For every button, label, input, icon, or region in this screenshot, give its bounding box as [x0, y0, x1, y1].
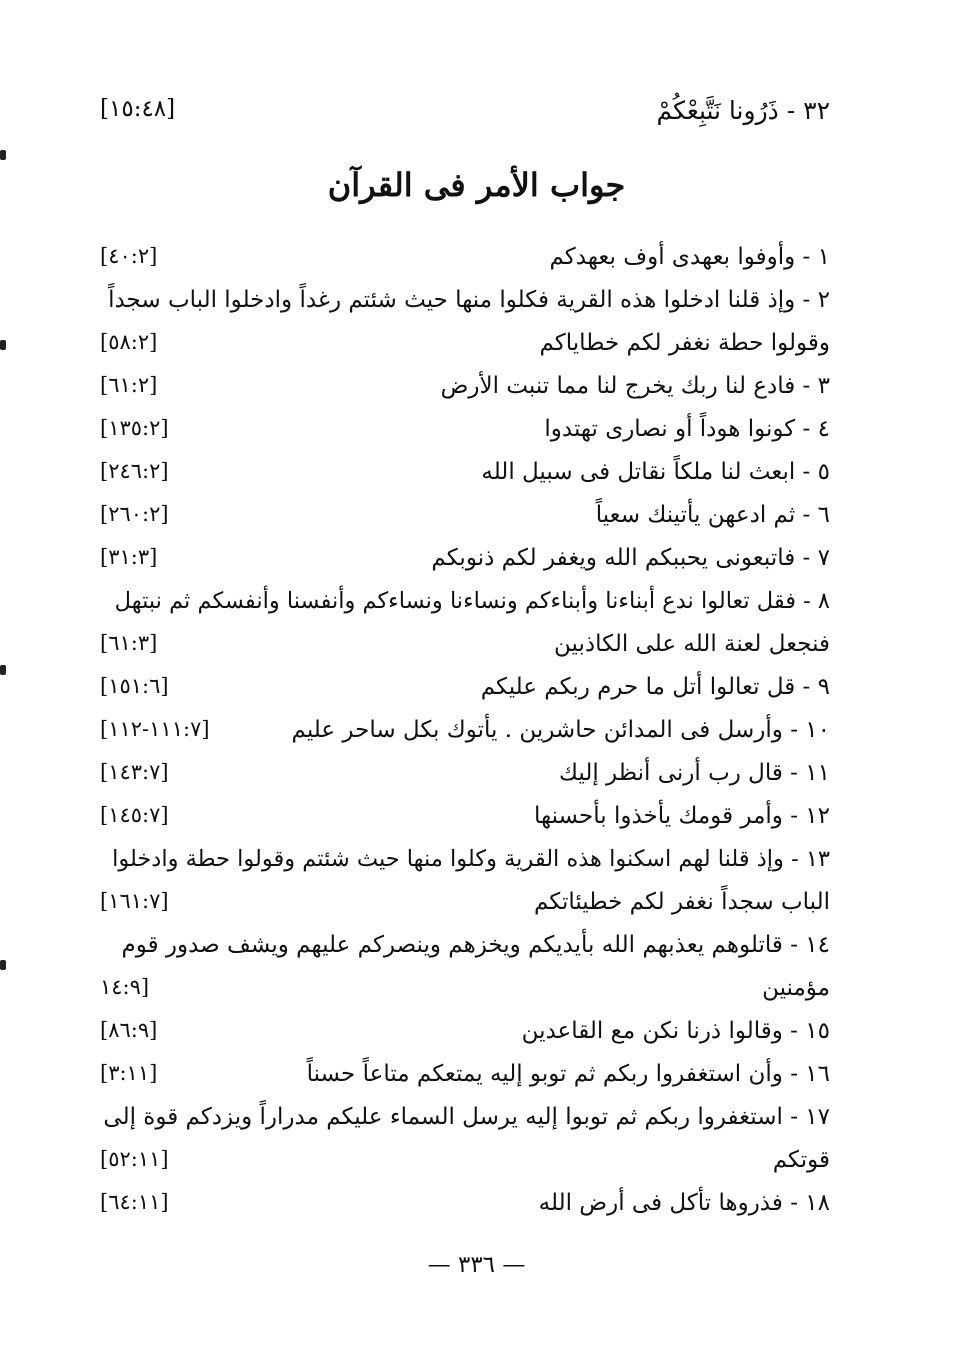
- verse-reference: [١٤:٩: [100, 975, 150, 999]
- verse-line: [100, 455, 830, 498]
- verse-item: [100, 756, 830, 799]
- verse-text: ١٨ - فذروها تأكل فى أرض الله: [538, 1190, 830, 1216]
- section-title: جواب الأمر فى القرآن: [327, 166, 626, 204]
- verse-reference: [١٣٥:٢]: [100, 416, 169, 440]
- verse-line: [100, 885, 830, 928]
- verse-text: ١٠ - وأرسل فى المدائن حاشرين . يأتوك بكل ساحر عليم: [291, 717, 830, 743]
- verse-reference: [٣:١١]: [100, 1061, 158, 1085]
- verse-reference: [١٦١:٧]: [100, 889, 169, 913]
- margin-mark: [0, 340, 6, 350]
- verse-item: [100, 799, 830, 842]
- verse-text: ١ - وأوفوا بعهدى أوف بعهدكم: [549, 244, 830, 270]
- verse-text: ٦ - ثم ادعهن يأتينك سعياً: [595, 502, 830, 528]
- header-title: ٣٢ - ذَرُونا نَتَّبِعْكُمْ: [656, 96, 830, 125]
- verse-line: [100, 1057, 830, 1100]
- verse-line: [100, 928, 830, 971]
- running-header: [100, 96, 830, 136]
- margin-mark: [0, 960, 6, 970]
- verse-reference: [٢٦٠:٢]: [100, 502, 169, 526]
- verse-reference: [٨٦:٩]: [100, 1018, 158, 1042]
- verse-line: [100, 670, 830, 713]
- verse-line: [100, 283, 830, 326]
- verse-item: [100, 283, 830, 369]
- verse-reference: [٦١:٣]: [100, 631, 158, 655]
- verse-reference: [١٤٣:٧]: [100, 760, 169, 784]
- verse-text: قوتكم: [772, 1147, 830, 1173]
- verse-reference: [٦١:٢]: [100, 373, 158, 397]
- verse-line: [100, 326, 830, 369]
- verse-line: [100, 1014, 830, 1057]
- verse-text: ١٥ - وقالوا ذرنا نكن مع القاعدين: [521, 1018, 830, 1044]
- verse-text: الباب سجداً نغفر لكم خطيئاتكم: [533, 889, 830, 915]
- margin-mark: [0, 665, 6, 675]
- verse-text: ١١ - قال رب أرنى أنظر إليك: [559, 760, 830, 786]
- verse-reference: [٤٠:٢]: [100, 244, 158, 268]
- verse-item: [100, 670, 830, 713]
- verse-reference: [١٥١:٦]: [100, 674, 169, 698]
- verse-reference: [١٤٥:٧]: [100, 803, 169, 827]
- verse-text: ٩ - قل تعالوا أتل ما حرم ربكم عليكم: [480, 674, 830, 700]
- verse-text: ٢ - وإذ قلنا ادخلوا هذه القرية فكلوا منها حيث شئتم رغداً وادخلوا الباب سجداً: [108, 287, 830, 313]
- verse-item: [100, 1057, 830, 1100]
- verse-line: [100, 1143, 830, 1186]
- verse-reference: [٣١:٣]: [100, 545, 158, 569]
- verse-line: [100, 498, 830, 541]
- verse-line: [100, 584, 830, 627]
- verse-line: [100, 756, 830, 799]
- verse-line: [100, 369, 830, 412]
- verse-item: [100, 713, 830, 756]
- verse-item: [100, 928, 830, 1014]
- verse-item: [100, 412, 830, 455]
- verse-line: [100, 1186, 830, 1229]
- verse-reference: [٥٢:١١]: [100, 1147, 169, 1171]
- verse-text: فنجعل لعنة الله على الكاذبين: [554, 631, 830, 657]
- verse-text: مؤمنين: [762, 975, 830, 1001]
- verse-text: ٤ - كونوا هوداً أو نصارى تهتدوا: [544, 416, 830, 442]
- verse-text: ٣ - فادع لنا ربك يخرج لنا مما تنبت الأرض: [440, 373, 830, 399]
- header-ref: [١٥:٤٨]: [100, 96, 176, 122]
- verse-text: ١٣ - وإذ قلنا لهم اسكنوا هذه القرية وكلوا منها حيث شئتم وقولوا حطة وادخلوا: [112, 846, 830, 872]
- verse-line: [100, 842, 830, 885]
- page-number: — ٣٣٦ —: [427, 1252, 526, 1278]
- verse-item: [100, 498, 830, 541]
- verse-item: [100, 455, 830, 498]
- verse-line: [100, 412, 830, 455]
- verse-line: [100, 713, 830, 756]
- verse-line: [100, 971, 830, 1014]
- verse-item: [100, 1014, 830, 1057]
- verse-line: [100, 541, 830, 584]
- verse-item: [100, 369, 830, 412]
- verse-line: [100, 627, 830, 670]
- verse-text: ١٧ - استغفروا ربكم ثم توبوا إليه يرسل السماء عليكم مدراراً ويزدكم قوة إلى: [103, 1104, 830, 1130]
- verse-text: ١٦ - وأن استغفروا ربكم ثم توبو إليه يمتعكم متاعاً حسناً: [306, 1061, 830, 1087]
- verse-list: [100, 240, 830, 1229]
- verse-text: ٧ - فاتبعونى يحببكم الله ويغفر لكم ذنوبكم: [431, 545, 830, 571]
- margin-mark: [0, 150, 6, 160]
- verse-item: [100, 1186, 830, 1229]
- verse-text: ١٢ - وأمر قومك يأخذوا بأحسنها: [533, 803, 830, 829]
- verse-text: ٥ - ابعث لنا ملكاً نقاتل فى سبيل الله: [481, 459, 830, 485]
- verse-item: [100, 584, 830, 670]
- verse-text: ١٤ - قاتلوهم يعذبهم الله بأيديكم ويخزهم وينصركم عليهم ويشف صدور قوم: [121, 932, 830, 958]
- verse-text: ٨ - فقل تعالوا ندع أبناءنا وأبناءكم ونساءنا ونساءكم وأنفسنا وأنفسكم ثم نبتهل: [114, 588, 830, 614]
- verse-item: [100, 541, 830, 584]
- verse-line: [100, 799, 830, 842]
- verse-reference: [٥٨:٢]: [100, 330, 158, 354]
- verse-item: [100, 842, 830, 928]
- verse-reference: [٢٤٦:٢]: [100, 459, 169, 483]
- verse-line: [100, 240, 830, 283]
- verse-reference: [١١١:٧-١١٢]: [100, 717, 210, 741]
- verse-line: [100, 1100, 830, 1143]
- verse-text: وقولوا حطة نغفر لكم خطاياكم: [539, 330, 830, 356]
- verse-item: [100, 240, 830, 283]
- verse-reference: [٦٤:١١]: [100, 1190, 169, 1214]
- verse-item: [100, 1100, 830, 1186]
